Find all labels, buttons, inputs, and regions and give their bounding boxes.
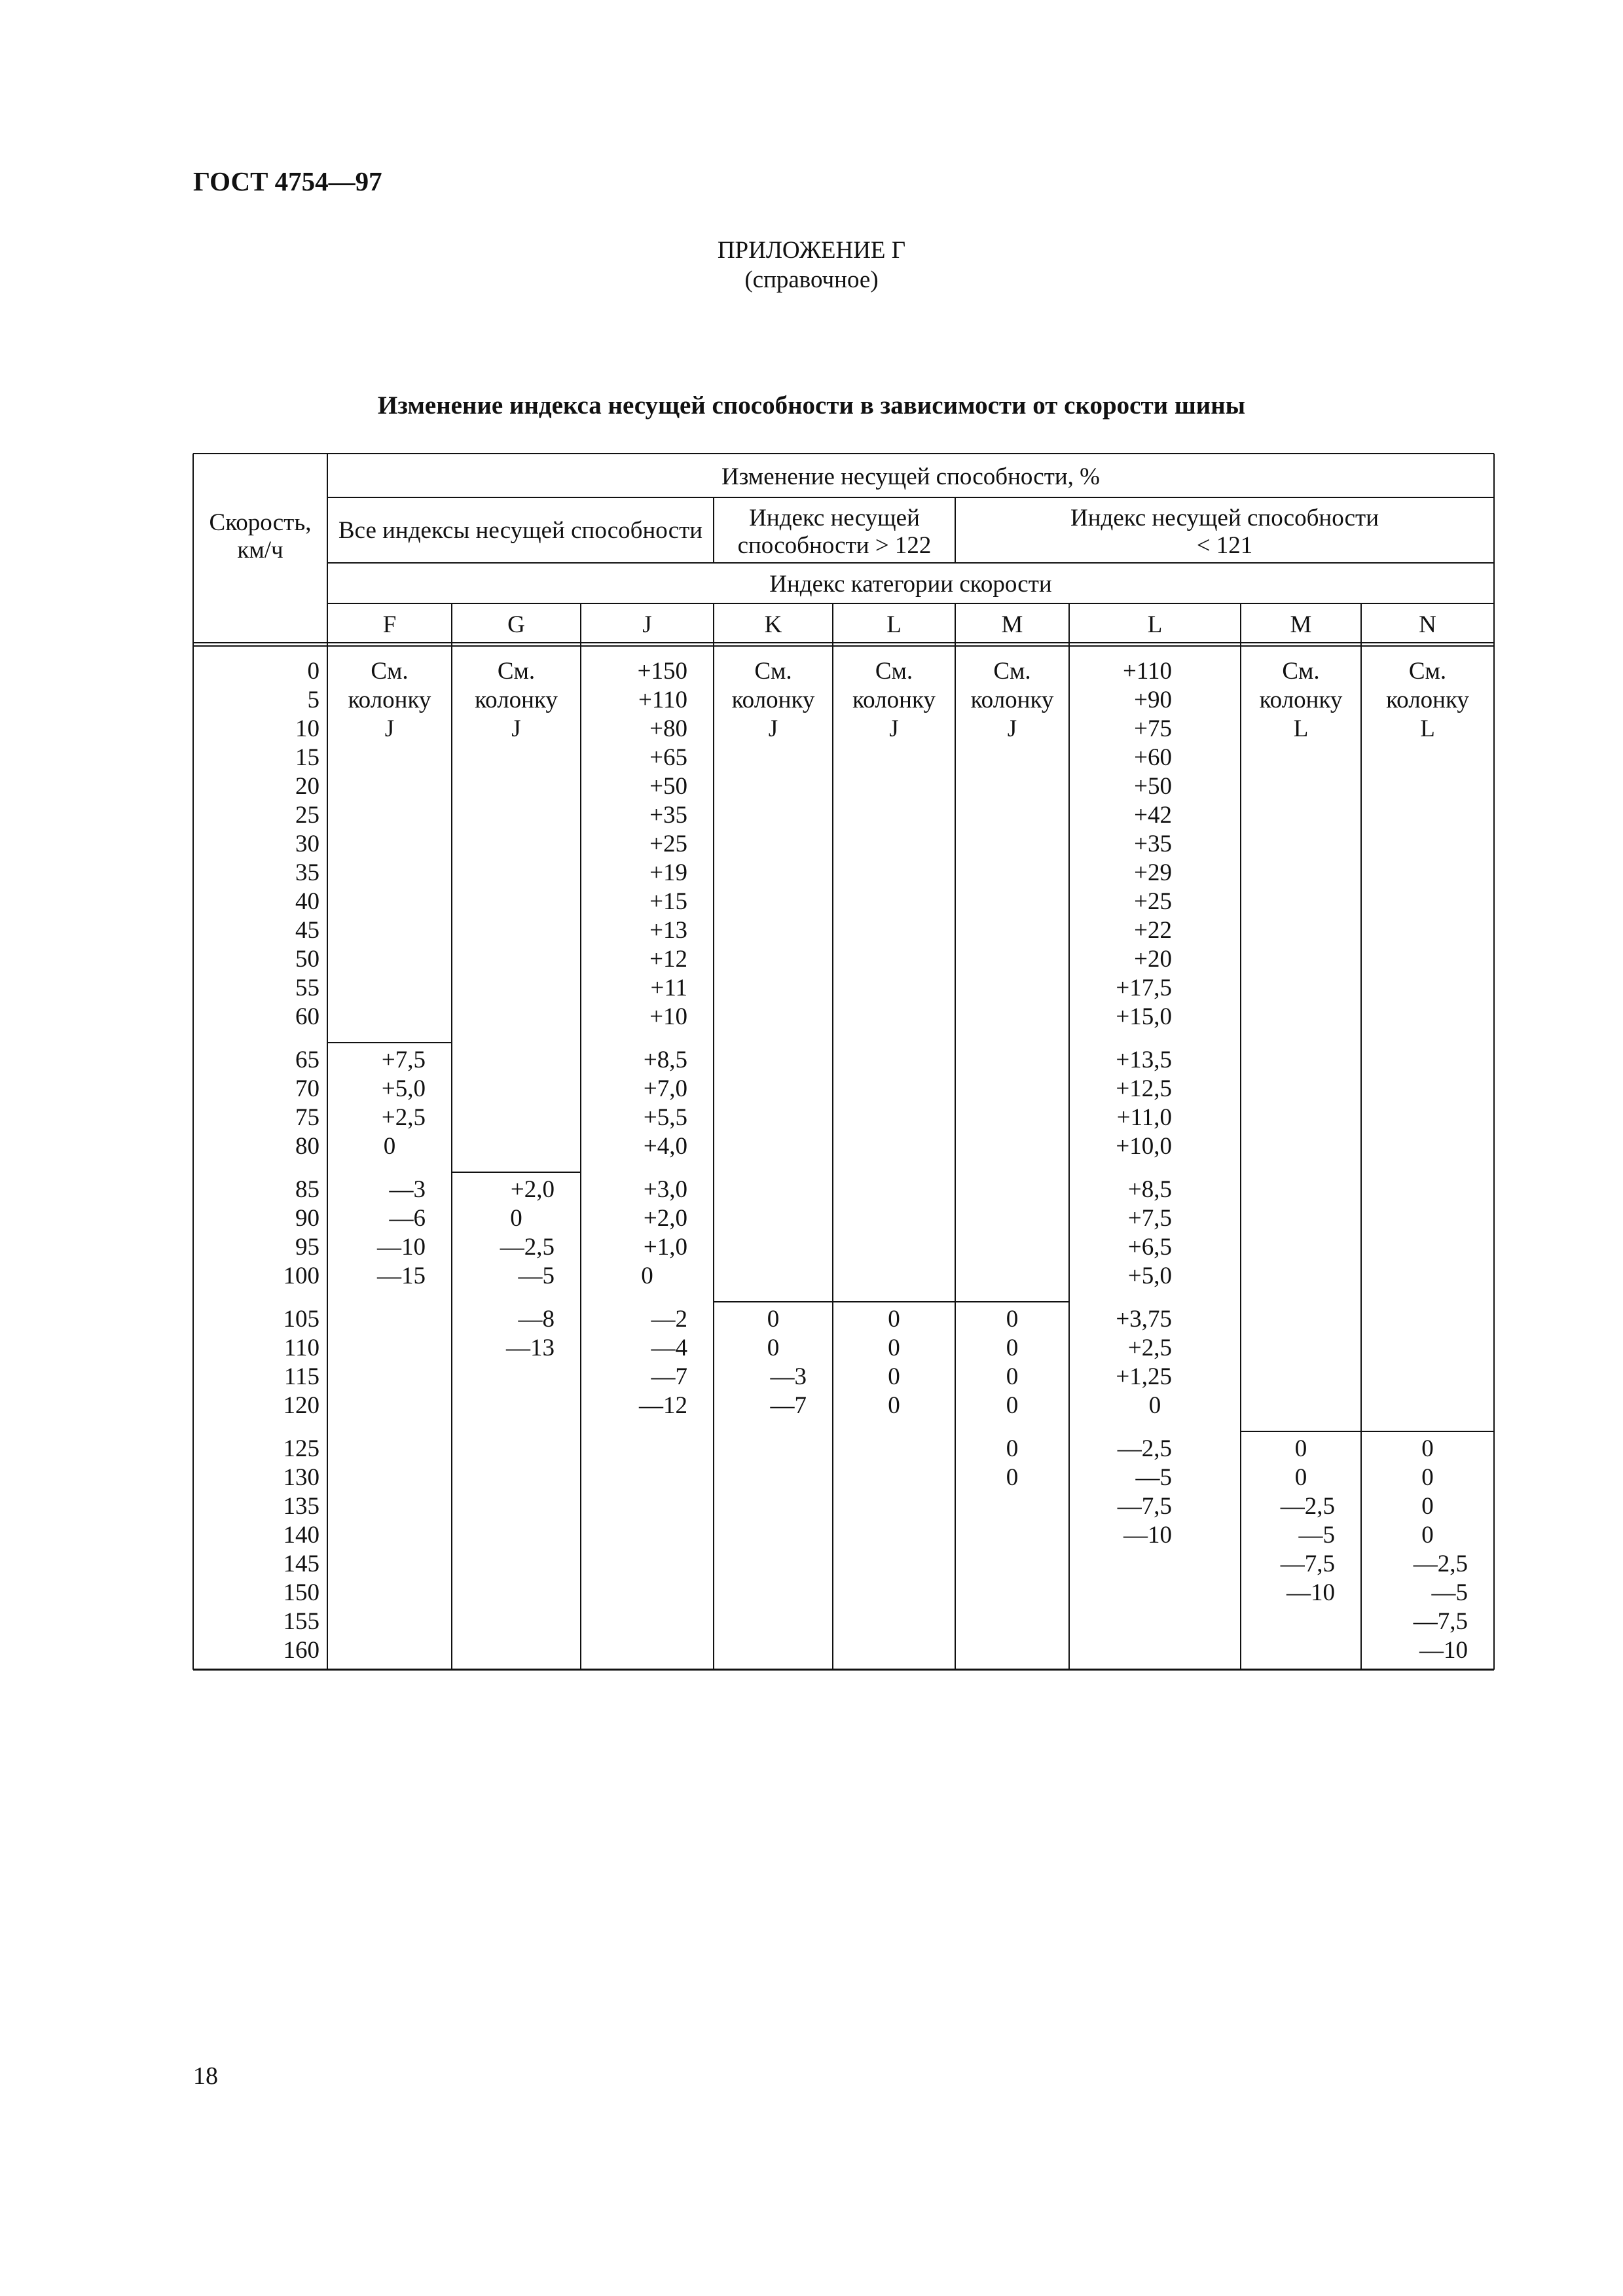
speed-value: 20 xyxy=(295,773,319,800)
load-change-value: 0 xyxy=(888,1392,900,1419)
load-change-value: +11 xyxy=(650,975,687,1001)
load-change-value: +3,0 xyxy=(643,1176,687,1203)
load-change-value: 0 xyxy=(767,1306,780,1333)
load-change-value: +3,75 xyxy=(1116,1306,1172,1333)
load-change-value: +110 xyxy=(1123,658,1172,685)
see-column-ref: J xyxy=(768,715,778,742)
see-column-note: См. xyxy=(371,658,409,685)
load-change-value: +42 xyxy=(1134,802,1172,829)
group-gt-header: Индекс несущей xyxy=(749,505,920,531)
speed-value: 70 xyxy=(295,1075,319,1102)
group-all-header: Все индексы несущей способности xyxy=(338,517,703,544)
see-column-note: колонку xyxy=(348,687,431,713)
column-letter-K: K xyxy=(764,611,782,638)
load-change-value: —2,5 xyxy=(1280,1493,1335,1520)
speed-value: 155 xyxy=(283,1608,319,1635)
load-change-value: 0 xyxy=(888,1363,900,1390)
speed-value: 75 xyxy=(295,1104,319,1131)
load-change-value: 0 xyxy=(1421,1522,1434,1549)
load-change-value: —7 xyxy=(651,1363,687,1390)
load-change-value: 0 xyxy=(1421,1435,1434,1462)
load-change-value: +5,5 xyxy=(643,1104,687,1131)
speed-value: 150 xyxy=(283,1579,319,1606)
load-change-value: +6,5 xyxy=(1127,1234,1172,1261)
see-column-note: См. xyxy=(875,658,913,685)
load-change-value: —12 xyxy=(639,1392,687,1419)
load-change-value: —8 xyxy=(518,1306,555,1333)
load-change-value: +20 xyxy=(1134,946,1172,973)
load-change-value: —2,5 xyxy=(1117,1435,1172,1462)
speed-value: 130 xyxy=(283,1464,319,1491)
load-change-value: —3 xyxy=(770,1363,807,1390)
speed-value: 35 xyxy=(295,859,319,886)
column-letter-L: L xyxy=(886,611,902,638)
appendix-title: ПРИЛОЖЕНИЕ Г xyxy=(717,237,906,264)
load-change-value: 0 xyxy=(1294,1435,1307,1462)
load-change-value: +22 xyxy=(1134,917,1172,944)
see-column-note: колонку xyxy=(731,687,815,713)
speed-value: 55 xyxy=(295,975,319,1001)
load-change-value: +80 xyxy=(649,715,687,742)
load-change-value: —7,5 xyxy=(1117,1493,1172,1520)
load-change-value: +8,5 xyxy=(643,1047,687,1073)
load-change-value: —5 xyxy=(1298,1522,1335,1549)
speed-value: 100 xyxy=(283,1263,319,1289)
load-change-value: +25 xyxy=(1134,888,1172,915)
load-change-value: +7,0 xyxy=(643,1075,687,1102)
change-header: Изменение несущей способности, % xyxy=(721,463,1101,490)
load-change-value: +19 xyxy=(649,859,687,886)
load-change-value: —7 xyxy=(770,1392,807,1419)
speed-header: Скорость, xyxy=(209,509,312,536)
load-change-value: +13 xyxy=(649,917,687,944)
see-column-ref: J xyxy=(384,715,395,742)
load-change-value: +5,0 xyxy=(1127,1263,1172,1289)
see-column-note: См. xyxy=(754,658,792,685)
speed-value: 65 xyxy=(295,1047,319,1073)
speed-value: 105 xyxy=(283,1306,319,1333)
see-column-ref: J xyxy=(1007,715,1017,742)
load-change-value: +2,5 xyxy=(381,1104,426,1131)
speed-value: 160 xyxy=(283,1637,319,1664)
load-change-value: 0 xyxy=(1421,1493,1434,1520)
load-change-value: +7,5 xyxy=(381,1047,426,1073)
load-change-value: +8,5 xyxy=(1127,1176,1172,1203)
load-change-value: +1,25 xyxy=(1116,1363,1172,1390)
category-header: Индекс категории скорости xyxy=(769,571,1052,598)
load-change-value: +110 xyxy=(638,687,687,713)
column-letter-N: N xyxy=(1419,611,1436,638)
load-change-value: +12 xyxy=(649,946,687,973)
load-change-value: +150 xyxy=(637,658,687,685)
load-change-value: 0 xyxy=(383,1133,396,1160)
load-change-value: —2,5 xyxy=(500,1234,555,1261)
group-lt-header: Индекс несущей способности xyxy=(1070,505,1379,531)
group-lt-header: < 121 xyxy=(1196,532,1253,559)
load-change-value: —4 xyxy=(651,1335,687,1361)
speed-value: 50 xyxy=(295,946,319,973)
load-change-value: +12,5 xyxy=(1116,1075,1172,1102)
load-change-value: +15 xyxy=(649,888,687,915)
table-title: Изменение индекса несущей способности в зависимости от скорости шины xyxy=(377,391,1246,420)
speed-value: 40 xyxy=(295,888,319,915)
load-change-value: +65 xyxy=(649,744,687,771)
see-column-ref: L xyxy=(1420,715,1435,742)
speed-value: 15 xyxy=(295,744,319,771)
column-letter-J: J xyxy=(642,611,652,638)
speed-value: 140 xyxy=(283,1522,319,1549)
load-change-value: 0 xyxy=(888,1306,900,1333)
load-change-value: —10 xyxy=(1419,1637,1468,1664)
load-change-value: —7,5 xyxy=(1280,1551,1335,1577)
speed-value: 80 xyxy=(295,1133,319,1160)
speed-value: 95 xyxy=(295,1234,319,1261)
load-change-value: +29 xyxy=(1134,859,1172,886)
load-change-value: 0 xyxy=(1006,1306,1019,1333)
load-change-value: 0 xyxy=(1006,1464,1019,1491)
speed-value: 10 xyxy=(295,715,319,742)
see-column-ref: L xyxy=(1293,715,1309,742)
speed-value: 135 xyxy=(283,1493,319,1520)
column-letter-M: M xyxy=(1001,611,1023,638)
column-letter-L: L xyxy=(1147,611,1163,638)
see-column-note: См. xyxy=(993,658,1031,685)
see-column-ref: J xyxy=(889,715,899,742)
see-column-note: См. xyxy=(1282,658,1320,685)
load-change-value: +2,0 xyxy=(510,1176,555,1203)
load-change-value: +2,0 xyxy=(643,1205,687,1232)
see-column-note: См. xyxy=(1408,658,1447,685)
load-change-value: +5,0 xyxy=(381,1075,426,1102)
column-letter-G: G xyxy=(507,611,525,638)
load-change-value: +50 xyxy=(1134,773,1172,800)
column-letter-M: M xyxy=(1290,611,1312,638)
load-change-value: —2 xyxy=(651,1306,687,1333)
load-change-value: 0 xyxy=(1148,1392,1161,1419)
load-change-value: 0 xyxy=(888,1335,900,1361)
load-change-value: —5 xyxy=(518,1263,555,1289)
load-change-value: —10 xyxy=(1123,1522,1172,1549)
load-change-value: +60 xyxy=(1134,744,1172,771)
speed-value: 60 xyxy=(295,1003,319,1030)
see-column-note: колонку xyxy=(852,687,936,713)
load-change-value: 0 xyxy=(641,1263,653,1289)
load-change-value: 0 xyxy=(1006,1363,1019,1390)
see-column-note: колонку xyxy=(970,687,1054,713)
load-change-value: —15 xyxy=(377,1263,426,1289)
see-column-note: колонку xyxy=(475,687,558,713)
page-number: 18 xyxy=(193,2062,218,2090)
column-letter-F: F xyxy=(382,611,397,638)
load-change-value: 0 xyxy=(1294,1464,1307,1491)
load-change-value: +90 xyxy=(1134,687,1172,713)
load-change-value: —5 xyxy=(1135,1464,1172,1491)
load-change-value: +11,0 xyxy=(1116,1104,1172,1131)
speed-value: 125 xyxy=(283,1435,319,1462)
load-change-value: +10,0 xyxy=(1116,1133,1172,1160)
load-change-value: 0 xyxy=(1006,1335,1019,1361)
speed-value: 25 xyxy=(295,802,319,829)
load-change-value: +13,5 xyxy=(1116,1047,1172,1073)
load-change-value: 0 xyxy=(1421,1464,1434,1491)
load-change-value: +1,0 xyxy=(643,1234,687,1261)
speed-value: 110 xyxy=(283,1335,319,1361)
load-change-value: +4,0 xyxy=(643,1133,687,1160)
load-change-value: —13 xyxy=(506,1335,555,1361)
load-change-value: 0 xyxy=(510,1205,522,1232)
load-change-value: +2,5 xyxy=(1127,1335,1172,1361)
load-change-value: +25 xyxy=(649,831,687,857)
speed-value: 115 xyxy=(283,1363,319,1390)
load-change-value: +7,5 xyxy=(1127,1205,1172,1232)
see-column-note: См. xyxy=(497,658,536,685)
speed-value: 5 xyxy=(307,687,319,713)
load-change-value: 0 xyxy=(767,1335,780,1361)
speed-value: 120 xyxy=(283,1392,319,1419)
load-change-value: +35 xyxy=(1134,831,1172,857)
speed-value: 30 xyxy=(295,831,319,857)
speed-value: 145 xyxy=(283,1551,319,1577)
load-change-value: —6 xyxy=(389,1205,426,1232)
load-change-value: —7,5 xyxy=(1413,1608,1468,1635)
speed-header-unit: км/ч xyxy=(237,537,283,564)
load-change-value: +35 xyxy=(649,802,687,829)
group-gt-header: способности > 122 xyxy=(737,532,932,559)
speed-value: 85 xyxy=(295,1176,319,1203)
load-change-value: —10 xyxy=(1286,1579,1335,1606)
load-change-value: —5 xyxy=(1431,1579,1468,1606)
load-change-value: +75 xyxy=(1134,715,1172,742)
load-change-value: +15,0 xyxy=(1116,1003,1172,1030)
load-change-value: +17,5 xyxy=(1116,975,1172,1001)
load-change-value: 0 xyxy=(1006,1435,1019,1462)
load-change-value: —2,5 xyxy=(1413,1551,1468,1577)
load-change-value: —3 xyxy=(389,1176,426,1203)
load-change-value: 0 xyxy=(1006,1392,1019,1419)
speed-value: 90 xyxy=(295,1205,319,1232)
see-column-note: колонку xyxy=(1386,687,1469,713)
load-change-value: +10 xyxy=(649,1003,687,1030)
load-change-value: +50 xyxy=(649,773,687,800)
appendix-subtitle: (справочное) xyxy=(744,266,879,293)
see-column-note: колонку xyxy=(1259,687,1343,713)
load-change-value: —10 xyxy=(377,1234,426,1261)
see-column-ref: J xyxy=(511,715,521,742)
document-code: ГОСТ 4754—97 xyxy=(193,166,382,196)
speed-value: 45 xyxy=(295,917,319,944)
speed-value: 0 xyxy=(307,658,319,685)
